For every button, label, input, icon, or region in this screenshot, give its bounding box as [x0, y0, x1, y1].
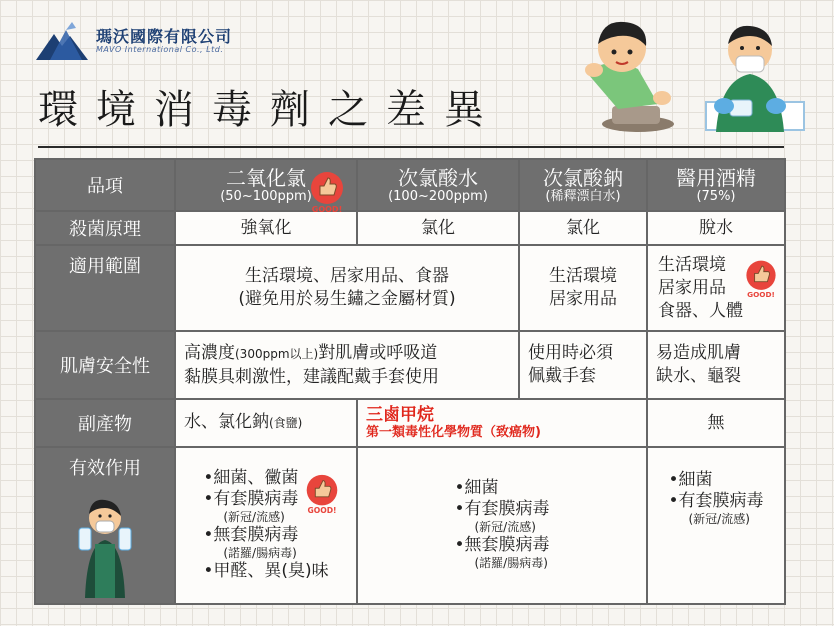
list-note: (新冠/流感): [474, 519, 536, 534]
table-row: [35, 447, 785, 604]
thumbs-up-badge: [300, 470, 344, 523]
column-name: 二氧化氯: [226, 165, 306, 190]
company-logo-icon: [36, 22, 88, 60]
table-cell: [519, 331, 647, 399]
list-note: (諾羅/腸病毒): [223, 546, 297, 560]
column-sub: (75%): [696, 188, 736, 204]
list-item: •有套膜病毒: [668, 491, 764, 511]
column-name: 次氯酸鈉: [543, 165, 623, 190]
table-row: [35, 331, 785, 399]
page-title: 環境消毒劑之差異: [38, 87, 502, 133]
row-label: 有效作用: [69, 458, 141, 479]
column-sub: (稀釋漂白水): [545, 188, 621, 204]
cell-text: 居家用品: [658, 277, 726, 298]
thumbs-up-badge: [740, 256, 782, 307]
column-name: 醫用酒精: [676, 165, 756, 190]
cell-text: 佩戴手套: [528, 366, 596, 386]
list-note: (新冠/流感): [223, 510, 285, 524]
list-item: •有套膜病毒: [454, 498, 550, 519]
column-header: [647, 159, 785, 211]
thumbs-up-icon: [304, 168, 350, 214]
cell-text: 易造成肌膚: [656, 343, 741, 363]
corner-label: 品項: [35, 159, 175, 211]
table-row: [35, 399, 785, 447]
table-row: [35, 245, 785, 331]
good-label: GOOD!: [307, 506, 337, 516]
table-header-row: [35, 159, 785, 211]
table-cell: 氯化: [519, 211, 647, 245]
thumbs-up-icon: [740, 256, 782, 300]
list-item: •細菌、黴菌: [203, 468, 299, 488]
list-item: •細菌: [454, 477, 499, 498]
boy-scrubbing-illustration: [578, 14, 690, 132]
cell-text: [184, 342, 518, 366]
row-label: 肌膚安全性: [35, 331, 175, 399]
list-note: (諾羅/腸病毒): [474, 555, 548, 570]
good-label: GOOD!: [311, 205, 343, 214]
table-cell: [175, 399, 357, 447]
table-cell: [357, 399, 647, 447]
column-header: [519, 159, 647, 211]
cell-text: 居家用品: [549, 289, 617, 309]
cell-text-small: (300ppm以上): [235, 346, 319, 361]
list-item: •有套膜病毒: [203, 489, 299, 509]
thumbs-up-badge: [304, 168, 350, 221]
cell-text-part: 高濃度: [184, 342, 235, 363]
table-row: [35, 211, 785, 245]
list-item: •細菌: [668, 470, 713, 490]
company-english-name: MAVO International Co., Ltd.: [96, 45, 224, 54]
cell-text: 食器、人體: [658, 300, 743, 321]
row-label: 適用範圍: [35, 245, 175, 331]
effect-list: [454, 478, 549, 571]
row-label-cell: [35, 447, 175, 604]
cell-text: 生活環境: [658, 254, 726, 275]
table-cell: [647, 331, 785, 399]
table-cell: [519, 245, 647, 331]
company-name: 瑪沃國際有限公司: [96, 27, 233, 46]
column-name: 次氯酸水: [398, 165, 478, 190]
cell-text: 水、氯化鈉: [184, 412, 269, 432]
warning-subtext: 第一類毒性化學物質（致癌物): [366, 425, 541, 440]
cell-text: (避免用於易生鏽之金屬材質): [238, 289, 456, 309]
table-cell: [647, 245, 785, 331]
cell-text: 使用時必須: [528, 343, 613, 363]
comparison-table: [34, 158, 786, 605]
row-label: 副產物: [35, 399, 175, 447]
pharmacist-illustration: [73, 488, 137, 598]
table-cell: [175, 447, 357, 604]
column-sub: (100~200ppm): [388, 188, 488, 204]
cell-text: 缺水、龜裂: [656, 366, 741, 386]
table-cell: 脫水: [647, 211, 785, 245]
cell-text: 強氧化: [240, 217, 292, 238]
column-header: [357, 159, 519, 211]
person-cleaning-illustration: [700, 14, 806, 132]
effect-list: [668, 470, 763, 527]
list-item: •無套膜病毒: [454, 534, 550, 555]
table-cell: [647, 447, 785, 604]
table-cell: 無: [647, 399, 785, 447]
good-label: GOOD!: [747, 290, 775, 300]
list-item: •甲醛、異(臭)味: [203, 561, 329, 581]
row-label: 殺菌原理: [35, 211, 175, 245]
table-cell: [175, 205, 357, 245]
list-note: (新冠/流感): [688, 512, 750, 526]
thumbs-up-icon: [300, 470, 344, 516]
table-cell: [175, 331, 519, 399]
cell-text: 生活環境: [549, 266, 617, 286]
table-cell: 氯化: [357, 211, 519, 245]
warning-text: 三鹵甲烷: [366, 405, 434, 425]
column-sub: (50~100ppm): [220, 188, 312, 204]
title-divider: [38, 146, 784, 148]
list-item: •無套膜病毒: [203, 525, 299, 545]
cell-text-small: (食鹽): [269, 416, 303, 430]
table-cell: [175, 245, 519, 331]
cell-text-part: 對肌膚或呼吸道: [318, 342, 438, 363]
cell-text: 生活環境、居家用品、食器: [245, 266, 449, 286]
cell-text: 黏膜具刺激性，建議配戴手套使用: [184, 366, 439, 387]
table-cell: [357, 447, 647, 604]
